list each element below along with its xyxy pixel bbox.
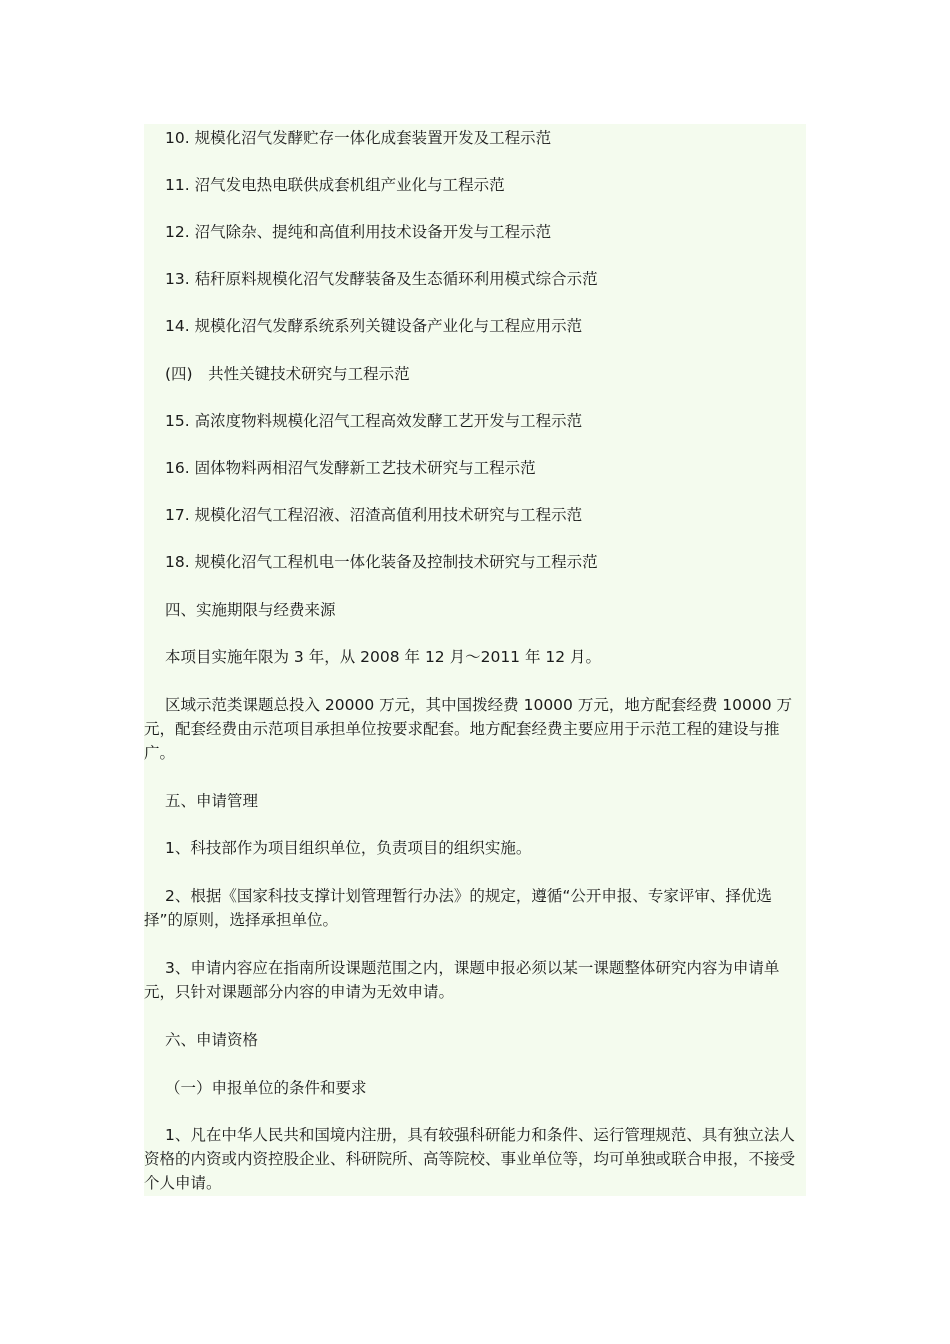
paragraph-management-1: 1、科技部作为项目组织单位，负责项目的组织实施。: [165, 839, 532, 857]
section-heading-application-management: 五、申请管理: [165, 792, 259, 810]
subsection-heading-applicant-requirements: （一）申报单位的条件和要求: [165, 1079, 367, 1097]
list-item-14: 14. 规模化沼气发酵系统系列关键设备产业化与工程应用示范: [165, 317, 583, 335]
paragraph-management-3: 3、申请内容应在指南所设课题范围之内，课题申报必须以某一课题整体研究内容为申请单元，只针对课题部分内容的申请为无效申请。: [144, 959, 780, 1001]
section-heading-eligibility: 六、申请资格: [165, 1031, 259, 1049]
document-body: [144, 124, 806, 1196]
list-item-17: 17. 规模化沼气工程沼液、沼渣高值利用技术研究与工程示范: [165, 506, 583, 524]
section-heading-period-funding: 四、实施期限与经费来源: [165, 601, 336, 619]
list-item-11: 11. 沼气发电热电联供成套机组产业化与工程示范: [165, 176, 505, 194]
list-item-12: 12. 沼气除杂、提纯和高值利用技术设备开发与工程示范: [165, 223, 552, 241]
list-item-13: 13. 秸秆原料规模化沼气发酵装备及生态循环利用模式综合示范: [165, 270, 598, 288]
paragraph-period: 本项目实施年限为 3 年，从 2008 年 12 月～2011 年 12 月。: [165, 648, 602, 666]
list-item-10: 10. 规模化沼气发酵贮存一体化成套装置开发及工程示范: [165, 129, 552, 147]
paragraph-management-2: 2、根据《国家科技支撑计划管理暂行办法》的规定，遵循“公开申报、专家评审、择优选择”的原则，选择承担单位。: [144, 887, 772, 929]
section-heading-common-tech: (四) 共性关键技术研究与工程示范: [165, 365, 410, 383]
list-item-18: 18. 规模化沼气工程机电一体化装备及控制技术研究与工程示范: [165, 553, 598, 571]
paragraph-funding: 区域示范类课题总投入 20000 万元，其中国拨经费 10000 万元，地方配套经费 10000 万元，配套经费由示范项目承担单位按要求配套。地方配套经费主要应用于示范工程的建设与推广。: [144, 696, 792, 762]
list-item-15: 15. 高浓度物料规模化沼气工程高效发酵工艺开发与工程示范: [165, 412, 583, 430]
paragraph-eligibility-1: 1、凡在中华人民共和国境内注册，具有较强科研能力和条件、运行管理规范、具有独立法人资格的内资或内资控股企业、科研院所、高等院校、事业单位等，均可单独或联合申报，不接受个人申请。: [144, 1126, 796, 1192]
list-item-16: 16. 固体物料两相沼气发酵新工艺技术研究与工程示范: [165, 459, 536, 477]
